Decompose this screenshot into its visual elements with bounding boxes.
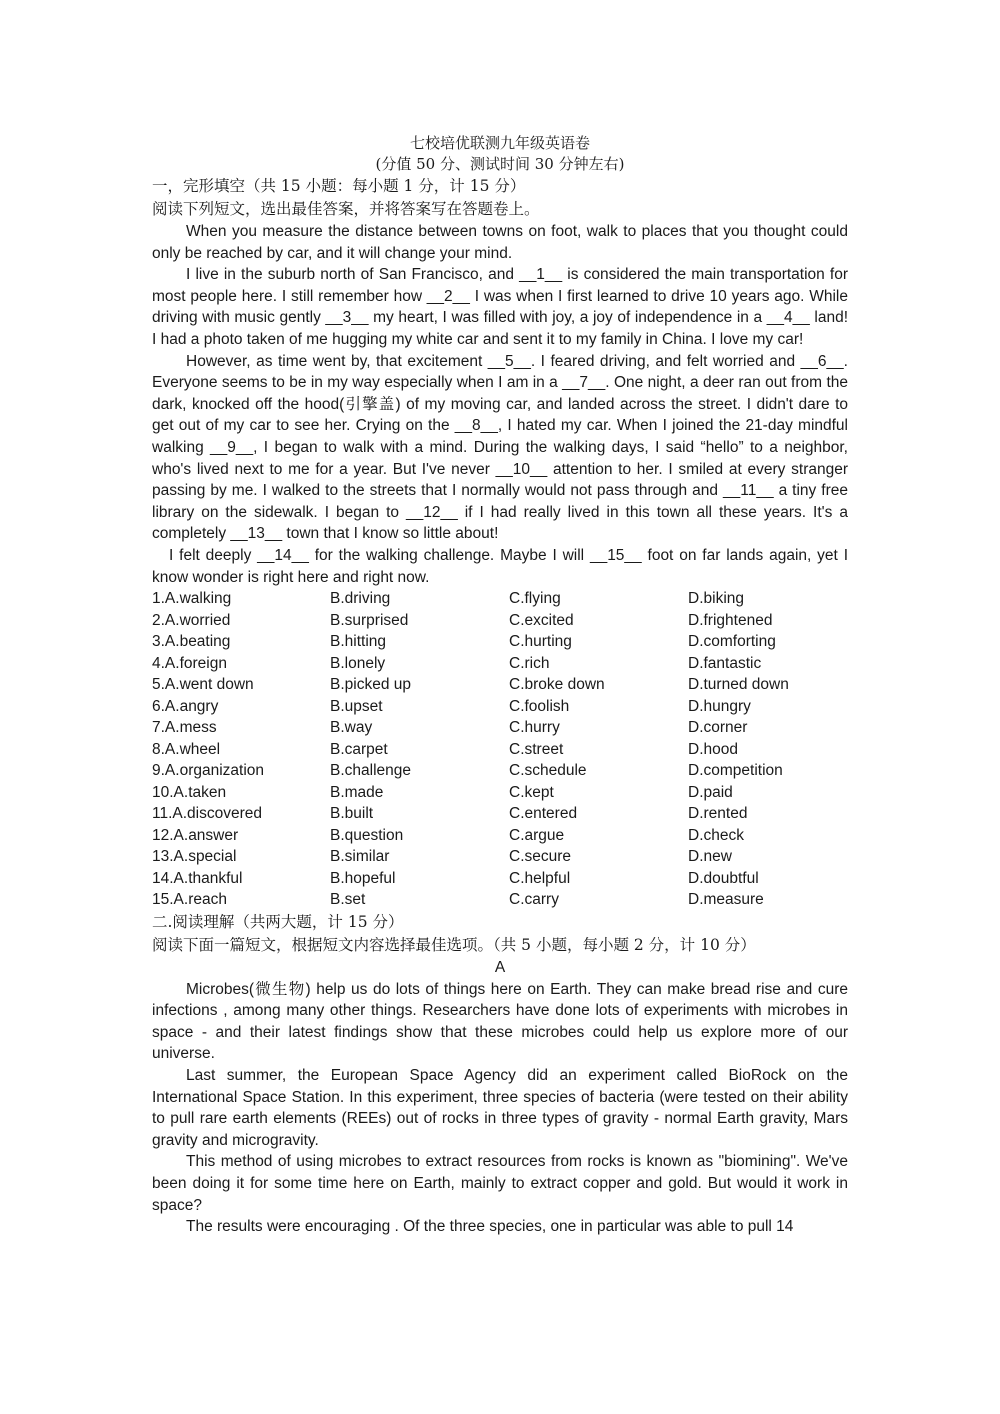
option-d: D.check bbox=[688, 826, 744, 844]
option-b: B.picked up bbox=[330, 676, 411, 694]
option-d: D.doubtful bbox=[688, 869, 759, 887]
option-a: 14.A.thankful bbox=[152, 869, 243, 887]
answer-options-table bbox=[152, 588, 848, 911]
part1-heading: 一，完形填空（共 15 小题：每小题 1 分，计 15 分） bbox=[152, 177, 526, 195]
option-row bbox=[152, 653, 848, 675]
option-a: 2.A.worried bbox=[152, 611, 231, 629]
option-d: D.comforting bbox=[688, 633, 776, 651]
option-a: 10.A.taken bbox=[152, 783, 227, 801]
reading-paragraph: Last summer, the European Space Agency did an experiment called BioRock on the International Space Station. In this experiment, three species of bacteria (were tested on their ability to pull rare earth elements (REEs) out of rocks in three types of gravity - normal Earth gravity, Mars gravity and microgravity. bbox=[152, 1066, 848, 1149]
option-row bbox=[152, 739, 848, 761]
option-a: 15.A.reach bbox=[152, 891, 227, 909]
option-d: D.turned down bbox=[688, 676, 789, 694]
option-row bbox=[152, 846, 848, 868]
option-d: D.hood bbox=[688, 740, 738, 758]
option-row bbox=[152, 674, 848, 696]
option-b: B.made bbox=[330, 783, 384, 801]
option-b: B.way bbox=[330, 719, 373, 737]
option-row bbox=[152, 696, 848, 718]
option-d: D.measure bbox=[688, 891, 764, 909]
option-d: D.paid bbox=[688, 783, 733, 801]
option-row bbox=[152, 588, 848, 610]
option-row bbox=[152, 889, 848, 911]
option-a: 5.A.went down bbox=[152, 676, 254, 694]
option-b: B.question bbox=[330, 826, 404, 844]
option-d: D.new bbox=[688, 848, 732, 866]
option-c: C.argue bbox=[509, 826, 565, 844]
section-label: A bbox=[494, 958, 506, 976]
option-c: C.kept bbox=[509, 783, 554, 801]
option-c: C.broke down bbox=[509, 676, 605, 694]
exam-page bbox=[152, 133, 848, 1238]
option-a: 6.A.angry bbox=[152, 697, 219, 715]
option-d: D.fantastic bbox=[688, 654, 762, 672]
option-d: D.rented bbox=[688, 805, 748, 823]
option-d: D.corner bbox=[688, 719, 748, 737]
option-a: 9.A.organization bbox=[152, 762, 265, 780]
option-a: 8.A.wheel bbox=[152, 740, 221, 758]
passage-paragraph: When you measure the distance between towns on foot, walk to places that you thought could only be reached by car, and it will change your mind. bbox=[152, 223, 848, 262]
passage-paragraph: I felt deeply __14__ for the walking challenge. Maybe I will __15__ foot on far lands again, yet I know wonder is right here and right now. bbox=[152, 546, 848, 586]
option-c: C.rich bbox=[509, 654, 550, 672]
option-d: D.hungry bbox=[688, 697, 751, 715]
option-row bbox=[152, 782, 848, 804]
option-c: C.entered bbox=[509, 805, 578, 823]
option-a: 1.A.walking bbox=[152, 590, 232, 608]
option-b: B.hopeful bbox=[330, 869, 396, 887]
option-b: B.set bbox=[330, 891, 366, 909]
option-b: B.hitting bbox=[330, 633, 387, 651]
option-c: C.schedule bbox=[509, 762, 587, 780]
option-row bbox=[152, 631, 848, 653]
option-c: C.foolish bbox=[509, 697, 570, 715]
option-b: B.similar bbox=[330, 848, 390, 866]
option-d: D.competition bbox=[688, 762, 783, 780]
option-row bbox=[152, 825, 848, 847]
option-c: C.street bbox=[509, 740, 564, 758]
option-row bbox=[152, 803, 848, 825]
option-a: 11.A.discovered bbox=[152, 805, 262, 823]
passage-paragraph: However, as time went by, that excitement __5__. I feared driving, and felt worried and __6__. Everyone seems to be in my way especially when I am in a __7__. One night, a deer ran out from the dark, knocked off the hood(引擎盖) of my moving car, and landed across the street. I didn't dare to get out of my car to see her. Crying on the __8__, I hated my car. When I joined the 21-day mindful walking __9__, I began to walk with a mind. During the walking days, I said “hello” to a neighbor, who's lived next to me for a year. But I've never __10__ attention to her. I smiled at every stranger passing by me. I walked to the streets that I normally would not pass through and __11__ a tiny free library on the sidewalk. I began to __12__ if I had really lived in this town all these years. It's a completely __13__ town that I know so little about! bbox=[152, 352, 848, 543]
option-b: B.carpet bbox=[330, 740, 388, 758]
part1-instruction: 阅读下列短文，选出最佳答案，并将答案写在答题卷上。 bbox=[152, 200, 540, 218]
reading-paragraph: This method of using microbes to extract resources from rocks is known as "biomining". We've been doing it for some time here on Earth, mainly to extract copper and gold. But would it work in space? bbox=[152, 1153, 848, 1214]
reading-paragraph: Microbes(微生物) help us do lots of things here on Earth. They can make bread rise and cure infections , among many other things. Researchers have done lots of experiments with microbes in space - and their latest findings show that these microbes could help us explore more of our universe. bbox=[152, 980, 848, 1063]
option-row bbox=[152, 868, 848, 890]
option-row bbox=[152, 610, 848, 632]
option-c: C.helpful bbox=[509, 869, 571, 887]
option-b: B.surprised bbox=[330, 611, 409, 629]
option-c: C.flying bbox=[509, 590, 561, 608]
exam-subtitle: (分值 50 分、测试时间 30 分钟左右) bbox=[375, 155, 625, 173]
option-a: 7.A.mess bbox=[152, 719, 217, 737]
option-a: 13.A.special bbox=[152, 848, 237, 866]
option-a: 4.A.foreign bbox=[152, 654, 227, 672]
option-b: B.built bbox=[330, 805, 374, 823]
option-d: D.frightened bbox=[688, 611, 773, 629]
option-row bbox=[152, 717, 848, 739]
reading-paragraph: The results were encouraging . Of the three species, one in particular was able to pull 14 bbox=[186, 1218, 794, 1236]
option-c: C.hurry bbox=[509, 719, 560, 737]
exam-title: 七校培优联测九年级英语卷 bbox=[409, 134, 590, 152]
option-a: 12.A.answer bbox=[152, 826, 239, 844]
option-row bbox=[152, 760, 848, 782]
option-b: B.upset bbox=[330, 697, 383, 715]
option-b: B.driving bbox=[330, 590, 391, 608]
option-a: 3.A.beating bbox=[152, 633, 231, 651]
option-b: B.challenge bbox=[330, 762, 412, 780]
option-c: C.hurting bbox=[509, 633, 572, 651]
option-c: C.excited bbox=[509, 611, 574, 629]
option-c: C.secure bbox=[509, 848, 572, 866]
passage-paragraph: I live in the suburb north of San Francisco, and __1__ is considered the main transportation for most people here. I still remember how __2__ I was when I first learned to drive 10 years ago. While driving with music gently __3__ my heart, I was filled with joy, a joy of independence in a __4__ land! I had a photo taken of me hugging my white car and sent it to my family in China. I love my car! bbox=[152, 266, 848, 348]
option-d: D.biking bbox=[688, 590, 744, 608]
part2-instruction: 阅读下面一篇短文，根据短文内容选择最佳选项。（共 5 小题，每小题 2 分，计 10 分） bbox=[152, 935, 756, 954]
option-c: C.carry bbox=[509, 891, 559, 909]
option-b: B.lonely bbox=[330, 654, 386, 672]
part2-heading: 二.阅读理解（共两大题，计 15 分） bbox=[152, 912, 404, 931]
